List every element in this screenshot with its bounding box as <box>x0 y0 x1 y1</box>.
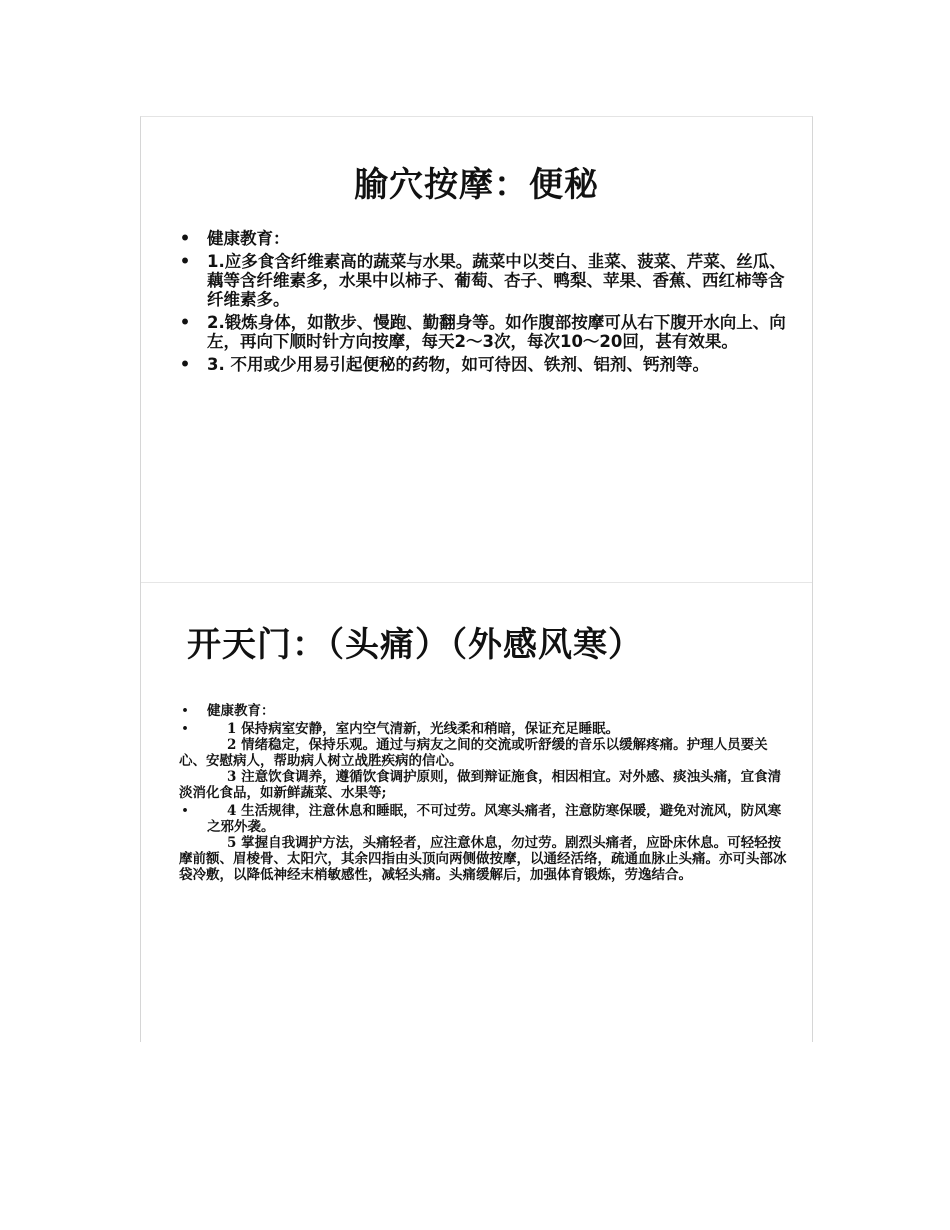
paragraph: 5 掌握自我调护方法，头痛轻者，应注意休息，勿过劳。剧烈头痛者，应卧床休息。可轻轻按摩前额、眉棱骨、太阳穴，其余四指由头顶向两侧做按摩，以通经活络，疏通血脉止头痛。亦可头部冰袋冷敷，以降低神经末梢敏感性，减轻头痛。头痛缓解后，加强体育锻炼，劳逸结合。 <box>179 835 787 883</box>
list-item <box>179 313 791 351</box>
slide-constipation-massage <box>141 117 812 583</box>
list-item <box>179 229 791 248</box>
bullet-icon: • <box>179 313 191 332</box>
bullet-icon: • <box>181 722 189 735</box>
list-item <box>179 703 791 719</box>
paragraph: 4 生活规律，注意休息和睡眠，不可过劳。风寒头痛者，注意防寒保暖，避免对流风，防风寒之邪外袭。 <box>207 803 782 835</box>
bullet-icon: • <box>181 804 189 817</box>
slide-title: 开天门：（头痛）（外感风寒） <box>187 625 643 665</box>
bullet-icon: • <box>181 704 189 717</box>
bullet-icon: • <box>179 355 191 374</box>
slide-headache-massage <box>141 583 812 1043</box>
list-item <box>179 355 791 374</box>
list-item-text: 2.锻炼身体，如散步、慢跑、勤翻身等。如作腹部按摩可从右下腹开水向上、向左，再向下顺时针方向按摩，每天2～3次，每次10～20回，甚有效果。 <box>207 313 786 351</box>
paragraph: 1 保持病室安静，室内空气清新，光线柔和稍暗，保证充足睡眠。 <box>227 721 620 737</box>
paragraph: 2 情绪稳定，保持乐观。通过与病友之间的交流或听舒缓的音乐以缓解疼痛。护理人员要关心、安慰病人，帮助病人树立战胜疾病的信心。 <box>179 737 768 769</box>
document-page <box>140 116 813 1042</box>
list-item <box>179 803 791 883</box>
bullet-list <box>179 703 791 885</box>
bullet-list <box>179 229 791 378</box>
list-item-text: 健康教育： <box>207 229 290 248</box>
list-item-text: 3. 不用或少用易引起便秘的药物，如可待因、铁剂、铝剂、钙剂等。 <box>207 355 709 374</box>
slide-title: 腧穴按摩：便秘 <box>354 165 599 205</box>
list-item-text: 1.应多食含纤维素高的蔬菜与水果。蔬菜中以茭白、韭菜、菠菜、芹菜、丝瓜、藕等含纤维素多，水果中以柿子、葡萄、杏子、鸭梨、苹果、香蕉、西红柿等含纤维素多。 <box>207 252 786 309</box>
bullet-icon: • <box>179 229 191 248</box>
paragraph: 3 注意饮食调养，遵循饮食调护原则，做到辩证施食，相因相宜。对外感、痰浊头痛，宜食清淡消化食品，如新鲜蔬菜、水果等; <box>179 769 782 801</box>
list-item <box>179 252 791 309</box>
list-item <box>179 721 791 801</box>
bullet-icon: • <box>179 252 191 271</box>
list-item-text: 健康教育： <box>207 703 275 719</box>
